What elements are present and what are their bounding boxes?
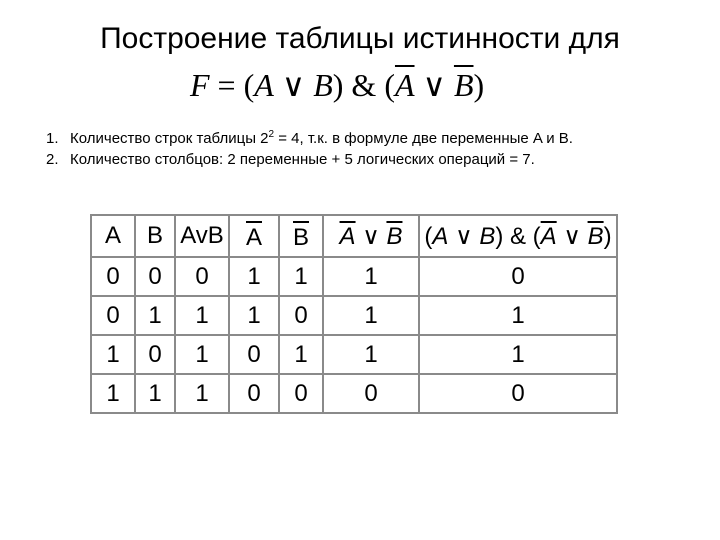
h6-b: $\overline{B}$ [386, 222, 403, 250]
cell-not-b: 1 [279, 257, 323, 296]
slide-title: Построение таблицы истинности для [100, 22, 620, 55]
formula-or1: ∨ [273, 67, 314, 103]
note-2 [46, 149, 573, 170]
note-2-number: 2. [46, 151, 59, 168]
cell-not-b: 0 [279, 374, 323, 413]
cell-not-a: 0 [229, 374, 279, 413]
cell-not-b: 1 [279, 335, 323, 374]
h6-a: $\overline{A}$ [339, 222, 356, 250]
cell-not-a-or-not-b: 1 [323, 296, 419, 335]
header-not-a-label: A [246, 221, 262, 252]
note-1-superscript: 2 [268, 129, 275, 140]
table-row [91, 296, 617, 335]
h7-b: B [479, 222, 496, 250]
h7-op1: ∨ [448, 222, 480, 250]
header-not-b-label: B [293, 221, 309, 252]
cell-f: 1 [419, 335, 617, 374]
cell-not-a: 1 [229, 296, 279, 335]
header-a-or-b: AvB [175, 215, 229, 257]
table-row [91, 257, 617, 296]
cell-a-or-b: 1 [175, 335, 229, 374]
cell-b: 0 [135, 335, 175, 374]
cell-f: 1 [419, 296, 617, 335]
header-f [419, 215, 617, 257]
cell-a: 0 [91, 257, 135, 296]
cell-not-a-or-not-b: 0 [323, 374, 419, 413]
h7-nb: $\overline{B}$ [587, 222, 604, 250]
table-header-row [91, 215, 617, 257]
cell-f: 0 [419, 374, 617, 413]
formula-eq: = ( [209, 67, 255, 103]
formula-close: ) [473, 67, 485, 103]
formula-a: A [254, 67, 274, 103]
note-1-number: 1. [46, 130, 59, 147]
notes-list [46, 124, 573, 170]
formula [190, 66, 484, 104]
cell-b: 1 [135, 296, 175, 335]
formula-a-not: $\overline{A}$ [394, 67, 415, 103]
cell-b: 1 [135, 374, 175, 413]
h7-op2: ∨ [556, 222, 588, 250]
cell-not-a: 1 [229, 257, 279, 296]
note-2-text: Количество столбцов: 2 переменные + 5 логических операций = 7. [70, 151, 535, 168]
h7-na: $\overline{A}$ [540, 222, 557, 250]
cell-a: 0 [91, 296, 135, 335]
cell-b: 0 [135, 257, 175, 296]
truth-table [90, 214, 618, 414]
h7-a: A [432, 222, 449, 250]
formula-b-not: $\overline{B}$ [453, 67, 474, 103]
table-row [91, 335, 617, 374]
cell-not-a-or-not-b: 1 [323, 257, 419, 296]
formula-or2: ∨ [414, 67, 454, 103]
cell-a-or-b: 1 [175, 374, 229, 413]
cell-not-b: 0 [279, 296, 323, 335]
formula-b: B [313, 67, 333, 103]
header-a: A [91, 215, 135, 257]
h7-open: ( [424, 222, 433, 250]
header-b: B [135, 215, 175, 257]
header-not-a-or-not-b [323, 215, 419, 257]
header-not-b [279, 215, 323, 257]
cell-a-or-b: 1 [175, 296, 229, 335]
h7-mid: ) & ( [495, 222, 541, 250]
header-not-a [229, 215, 279, 257]
table-row [91, 374, 617, 413]
cell-a: 1 [91, 374, 135, 413]
h6-op: ∨ [355, 222, 387, 250]
formula-mid: ) & ( [332, 67, 395, 103]
note-1-text-after: = 4, т.к. в формуле две переменные A и B. [274, 130, 573, 147]
cell-not-a: 0 [229, 335, 279, 374]
h7-close: ) [603, 222, 612, 250]
cell-a-or-b: 0 [175, 257, 229, 296]
cell-not-a-or-not-b: 1 [323, 335, 419, 374]
note-1 [46, 124, 573, 149]
formula-f: F [190, 67, 210, 103]
note-1-text-before: Количество строк таблицы 2 [70, 130, 269, 147]
cell-f: 0 [419, 257, 617, 296]
cell-a: 1 [91, 335, 135, 374]
